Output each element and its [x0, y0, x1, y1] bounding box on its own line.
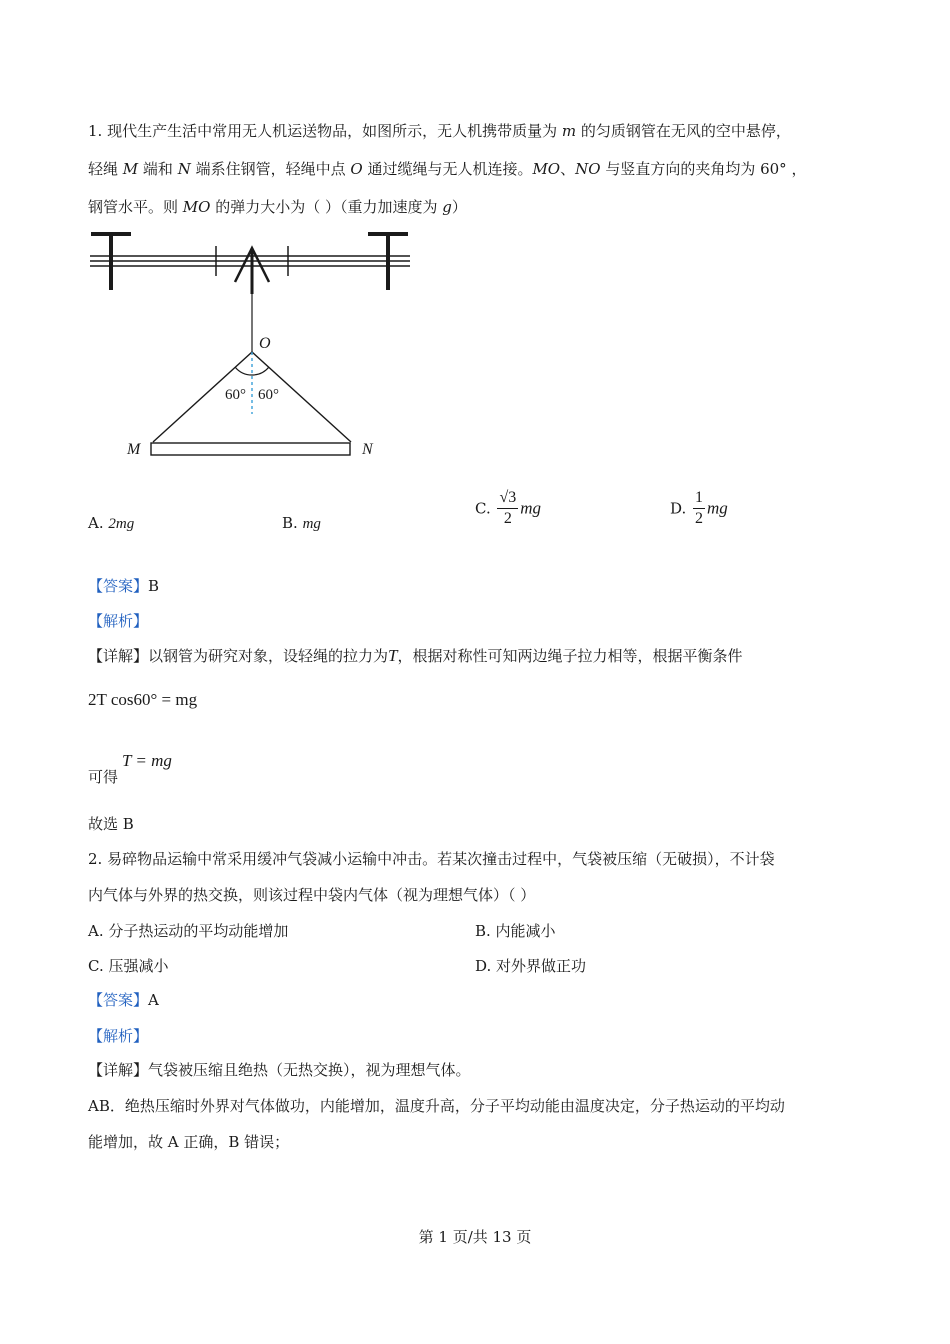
q2-option-a[interactable]: A. 分子热运动的平均动能增加: [88, 922, 289, 940]
fraction-1-over-2: $\frac{1}{2}$: [695, 489, 704, 527]
q1-option-c[interactable]: C. $\frac{√3}{2}$ mg: [475, 489, 542, 527]
angle-label-left: 60°: [225, 387, 246, 403]
q2-ab-line-2: 能增加，故 A 正确，B 错误；: [88, 1133, 290, 1151]
label-M: M: [127, 441, 141, 458]
q1-kede: 可得: [88, 768, 119, 786]
page-footer: 第 1 页/共 13 页: [418, 1228, 532, 1246]
q1-answer: 【答案】B: [88, 577, 160, 595]
q2-answer: 【答案】A: [88, 991, 159, 1009]
q2-line-2: 内气体与外界的热交换，则该过程中袋内气体（视为理想气体）（ ）: [88, 886, 536, 904]
fraction-sqrt3-over-2: $\frac{√3}{2}$: [499, 489, 517, 527]
q2-analysis-tag: 【解析】: [88, 1027, 149, 1045]
q1-option-a[interactable]: A. 2mg: [88, 514, 135, 532]
q1-line-1: 1. 现代生产生活中常用无人机运送物品，如图所示，无人机携带质量为 m 的匀质钢管在无风的空中悬停，: [88, 122, 791, 140]
label-O: O: [259, 335, 271, 352]
q2-option-d[interactable]: D. 对外界做正功: [475, 957, 587, 975]
q2-detail: 【详解】气袋被压缩且绝热（无热交换），视为理想气体。: [88, 1061, 471, 1079]
label-N: N: [362, 441, 373, 458]
q1-option-d[interactable]: D. $\frac{1}{2}$ mg: [670, 489, 728, 527]
q1-equation-1: 2T cos60° = mg: [88, 690, 198, 709]
q1-line-3: 钢管水平。则 MO 的弹力大小为（ ）（重力加速度为 g）: [88, 198, 467, 216]
q1-equation-2: T = mg: [122, 751, 172, 770]
steel-pipe: [151, 443, 350, 455]
q2-ab-line-1: AB．绝热压缩时外界对气体做功，内能增加，温度升高，分子平均动能由温度决定，分子热运动的平均动: [88, 1097, 785, 1115]
angle-label-right: 60°: [258, 387, 279, 403]
q2-option-b[interactable]: B. 内能减小: [475, 922, 556, 940]
q1-line-2: 轻绳 M 端和 N 端系住钢管，轻绳中点 O 通过缆绳与无人机连接。MO、NO 与竖直方向的夹角均为 60° ，: [88, 160, 807, 178]
q2-option-c[interactable]: C. 压强减小: [88, 957, 169, 975]
q1-analysis-tag: 【解析】: [88, 612, 149, 630]
q2-line-1: 2. 易碎物品运输中常采用缓冲气袋减小运输中冲击。若某次撞击过程中，气袋被压缩（无破损），不计袋: [88, 850, 775, 868]
q1-option-b[interactable]: B. mg: [282, 514, 321, 532]
drone-pipe-figure: [85, 226, 425, 466]
q1-conclusion: 故选 B: [88, 815, 134, 833]
q1-detail: 【详解】以钢管为研究对象，设轻绳的拉力为T，根据对称性可知两边绳子拉力相等，根据平衡条件: [88, 646, 743, 665]
